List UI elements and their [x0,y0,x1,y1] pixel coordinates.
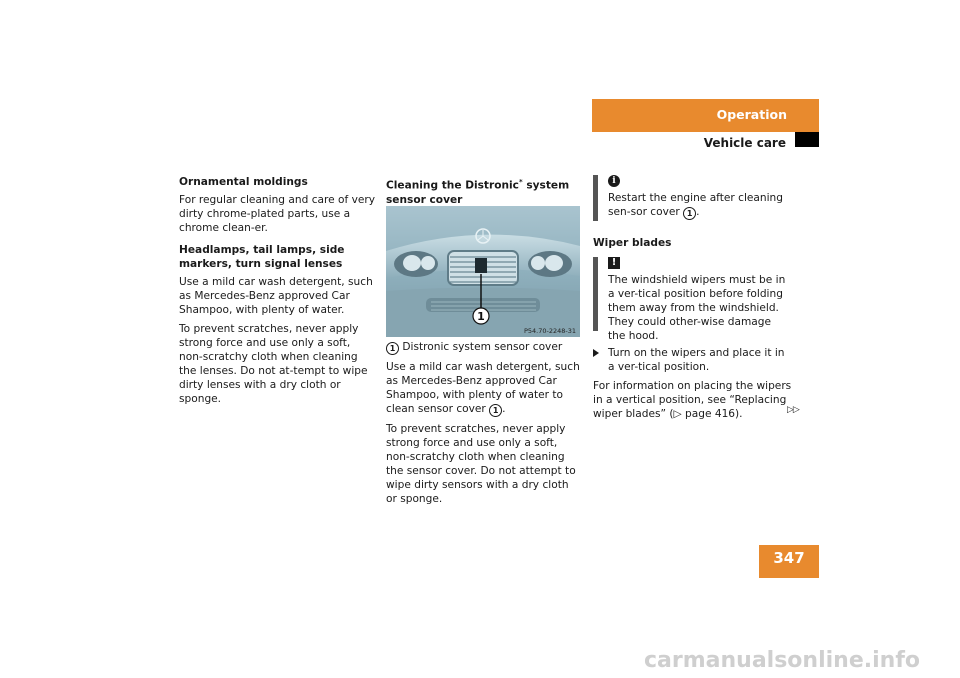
para-headlamps-detergent: Use a mild car wash detergent, such as Mercedes-Benz approved Car Shampoo, with plenty of water. [179,276,373,316]
info-icon: i [608,175,620,187]
image-code: P54.70-2248-31 [523,327,576,335]
page-number-box [759,545,819,578]
continue-arrows-icon: ▷▷ [787,405,799,415]
callout-number: 1 [386,342,399,355]
para-headlamps-scratches: To prevent scratches, never apply strong force and use only a soft, non-scratchy cloth when cleaning the lenses. Do not at-tempt to wipe dirty lenses with a dry cloth or sponge. [179,323,368,405]
heading-distronic-b: system sensor cover [386,179,570,206]
heading-wiper-blades: Wiper blades [593,237,672,249]
wiper-heading-wrap [593,236,793,254]
ref-text-b: ). [735,408,743,420]
para-sensor-detergent-text: Use a mild car wash detergent, such as Mercedes-Benz approved Car Shampoo, with plenty of water to clean sensor cover [386,361,580,415]
column-left [179,175,375,411]
watermark-text: carmanualsonline.info [644,648,920,673]
optional-star: * [518,178,523,186]
info-text-end: . [696,206,700,218]
para-sensor-scratches: To prevent scratches, never apply strong force and use only a soft, non-scratchy cloth when cleaning the sensor cover. Do not attempt to wipe dirty sensors with a dry cloth or sponge. [386,423,576,505]
warning-icon: ! [608,257,620,269]
info-note [593,175,789,221]
page-reference-link[interactable]: ▷ page 416 [673,408,736,420]
photo-caption [386,340,582,355]
warning-note [593,257,789,342]
heading-distronic-a: Cleaning the Distronic [386,179,519,192]
callout-number-inline: 1 [489,404,502,417]
callout-number-info: 1 [683,207,696,220]
ref-text-a: For information on placing the wipers in a vertical position, see “Replacing wiper blades” ( [593,380,792,420]
distronic-sensor-photo [386,206,580,337]
subsection-title: Vehicle care [703,136,786,150]
caption-text: Distronic system sensor cover [402,341,563,353]
para-sensor-detergent-end: . [502,403,506,415]
header-tab-marker [795,132,819,147]
column-middle-body [386,340,582,511]
section-title: Operation [716,107,787,122]
photo-callout-1: 1 [477,310,485,323]
heading-ornamental-moldings: Ornamental moldings [179,176,308,188]
warning-text: The windshield wipers must be in a ver-tical position before folding them away from the windshield. They could other-wise damage the hood. [608,274,786,342]
step-turn-on-wipers [593,346,793,374]
column-right-body [593,346,793,426]
para-sensor-detergent [386,360,582,417]
bullet-arrow-icon [593,349,599,357]
section-header-bar [592,99,819,132]
page-number: 347 [773,549,805,567]
heading-headlamps: Headlamps, tail lamps, side markers, turn signal lenses [179,244,345,270]
heading-distronic-cleaning [386,175,582,207]
para-moldings: For regular cleaning and care of very dirty chrome-plated parts, use a chrome clean-er. [179,194,376,234]
info-text-body: Restart the engine after cleaning sen-sor cover [608,192,783,218]
step-text: Turn on the wipers and place it in a ver-tical position. [608,347,785,373]
para-wiper-reference [593,379,793,421]
car-front-illustration [386,206,580,337]
info-text [608,191,789,220]
